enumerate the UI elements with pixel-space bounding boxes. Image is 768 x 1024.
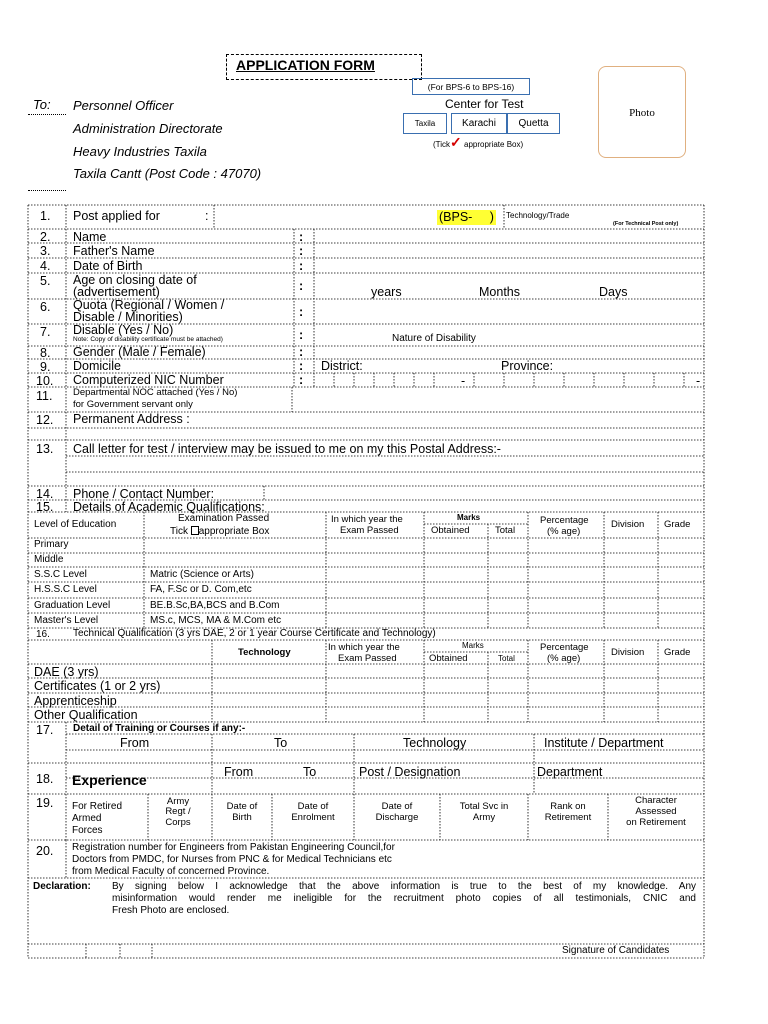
row19-num: 19. <box>36 796 54 810</box>
row18-num: 18. <box>36 772 54 786</box>
quota-label-2: Disable / Minorities) <box>73 310 183 324</box>
army-regt-3: Corps <box>165 817 191 828</box>
row9-num: 9. <box>40 360 51 374</box>
row6-num: 6. <box>40 300 51 314</box>
level-middle: Middle <box>34 554 64 565</box>
bps-range-note: (For BPS-6 to BPS-16) <box>412 78 530 95</box>
center-option-taxila[interactable]: Taxila <box>403 113 447 134</box>
center-option-quetta[interactable]: Quetta <box>507 113 560 134</box>
postal-address-input[interactable] <box>67 457 703 485</box>
address-line-1: Personnel Officer <box>73 98 174 113</box>
address-line-2: Administration Directorate <box>73 121 223 136</box>
domicile-label: Domicile <box>73 359 121 373</box>
ret-svc-1: Total Svc in <box>459 801 509 812</box>
declaration-line-3: Fresh Photo are enclosed. <box>112 905 230 916</box>
province-label[interactable]: Province: <box>501 359 554 373</box>
dob-label: Date of Birth <box>73 259 143 273</box>
technical-title: Technical Qualification (3 yrs DAE, 2 or 1 year Course Certificate and Technology) <box>73 628 436 639</box>
ret-dod-2: Discharge <box>375 812 419 823</box>
declaration-line-1: By signing below I acknowledge that the above information is true to the best of my knowledge. Any <box>112 881 696 892</box>
level-ssc: S.S.C Level <box>34 569 87 580</box>
registration-line-3: from Medical Faculty of concerned Province. <box>72 866 270 877</box>
training-institute: Institute / Department <box>544 736 664 750</box>
permanent-address-label: Permanent Address : <box>73 412 190 426</box>
tech-col-total: Total <box>498 654 515 663</box>
col-exam-3: appropriate Box <box>198 526 270 537</box>
postal-address-label: Call letter for test / interview may be issued to me on my this Postal Address:- <box>73 442 501 456</box>
colon: : <box>299 373 304 387</box>
noc-label-2: for Government servant only <box>73 399 193 410</box>
exam-ssc[interactable]: Matric (Science or Arts) <box>150 569 254 580</box>
ret-rank-2: Retirement <box>544 812 592 823</box>
declaration-line-2: misinformation would render me ineligible for the recruitment photo copies of all testimonials, CNIC and <box>112 893 696 904</box>
training-from: From <box>120 736 150 750</box>
address-line-3: Heavy Industries Taxila <box>73 144 207 159</box>
district-label[interactable]: District: <box>321 359 363 373</box>
post-applied-colon: : <box>205 209 209 223</box>
experience-to: To <box>303 765 317 779</box>
tick-note-pre: (Tick <box>433 140 451 149</box>
exam-graduation[interactable]: BE.B.Sc,BA,BCS and B.Com <box>150 600 280 611</box>
col-year-1: In which year the <box>331 514 403 525</box>
post-applied-input[interactable] <box>215 206 435 228</box>
signature-label: Signature of Candidates <box>562 945 670 956</box>
ret-svc-2: Army <box>472 812 496 823</box>
experience-department: Department <box>537 765 603 779</box>
colon: : <box>299 345 304 359</box>
row5-num: 5. <box>40 274 51 288</box>
tech-col-technology: Technology <box>238 647 291 658</box>
ret-char-3: on Retirement <box>626 817 686 828</box>
age-label-2: (advertisement) <box>73 285 160 299</box>
tech-col-division: Division <box>611 647 645 658</box>
noc-input[interactable] <box>293 388 703 411</box>
retired-label-2: Armed <box>72 813 102 824</box>
disability-note: Note: Copy of disability certificate must be attached) <box>73 336 223 343</box>
colon: : <box>299 259 304 273</box>
phone-label: Phone / Contact Number: <box>73 487 215 501</box>
colon: : <box>299 305 304 319</box>
page-title: APPLICATION FORM <box>236 57 375 73</box>
colon: : <box>299 230 304 244</box>
center-for-test-label: Center for Test <box>445 97 524 111</box>
row11-num: 11. <box>36 389 53 403</box>
ret-char-2: Assessed <box>635 806 677 817</box>
age-months[interactable]: Months <box>479 285 520 299</box>
dob-input[interactable] <box>315 259 703 272</box>
tech-row-certificates: Certificates (1 or 2 yrs) <box>34 679 161 693</box>
name-input[interactable] <box>315 230 703 242</box>
tech-trade-label: Technology/Trade <box>506 211 570 220</box>
experience-from: From <box>224 765 254 779</box>
col-marks: Marks <box>457 513 481 522</box>
signature-input[interactable] <box>153 945 553 957</box>
row7-num: 7. <box>40 325 51 339</box>
row12-num: 12. <box>36 413 54 427</box>
level-primary: Primary <box>34 539 69 550</box>
exam-masters[interactable]: MS.c, MCS, MA & M.Com etc <box>150 615 282 626</box>
col-total: Total <box>495 525 516 536</box>
photo-box[interactable]: Photo <box>598 66 686 158</box>
quota-label-1: Quota (Regional / Women / <box>73 298 225 312</box>
bps-field[interactable] <box>437 210 496 225</box>
tech-post-note: (For Technical Post only) <box>613 221 679 227</box>
tick-note-post: appropriate Box) <box>464 140 524 149</box>
ret-dob-2: Birth <box>232 812 252 823</box>
col-pct-2: (% age) <box>547 526 581 537</box>
tech-row-apprenticeship: Apprenticeship <box>34 694 117 708</box>
tech-row-dae: DAE (3 yrs) <box>34 665 99 679</box>
fathers-name-input[interactable] <box>315 244 703 257</box>
row4-num: 4. <box>40 259 51 273</box>
col-exam-1: Examination Passed <box>178 513 270 524</box>
cnic-label: Computerized NIC Number <box>73 373 224 387</box>
tech-col-marks: Marks <box>462 641 484 650</box>
colon: : <box>299 244 304 258</box>
phone-input[interactable] <box>265 487 703 499</box>
col-obtained: Obtained <box>431 525 470 536</box>
training-title: Detail of Training or Courses if any:- <box>73 723 246 734</box>
fathers-name-label: Father's Name <box>73 244 155 258</box>
tech-col-year-1: In which year the <box>328 642 400 653</box>
col-division: Division <box>611 519 645 530</box>
tech-col-obtained: Obtained <box>429 653 468 664</box>
level-masters: Master's Level <box>34 615 99 626</box>
ret-char-1: Character <box>635 795 677 806</box>
col-exam-2 <box>170 526 269 537</box>
ret-doe-2: Enrolment <box>291 812 335 823</box>
bps-close: ) <box>489 210 494 224</box>
colon: : <box>299 359 304 373</box>
tech-col-grade: Grade <box>664 647 691 658</box>
colon: : <box>299 279 304 293</box>
row17-num: 17. <box>36 723 54 737</box>
address-line-4: Taxila Cantt (Post Code : 47070) <box>73 166 262 181</box>
nature-disability-label: Nature of Disability <box>392 333 476 344</box>
disable-label: Disable (Yes / No) <box>73 323 174 337</box>
row2-num: 2. <box>40 230 51 244</box>
level-graduation: Graduation Level <box>34 600 111 611</box>
col-grade: Grade <box>664 519 691 530</box>
ret-dod-1: Date of <box>381 801 413 812</box>
col-pct-1: Percentage <box>540 515 589 526</box>
declaration-label: Declaration: <box>33 881 91 892</box>
cnic-input[interactable] <box>315 374 703 386</box>
age-years[interactable]: years <box>371 285 402 299</box>
noc-label-1: Departmental NOC attached (Yes / No) <box>73 387 238 398</box>
tick-mark-icon: ✓ <box>450 134 462 150</box>
row20-num: 20. <box>36 844 54 858</box>
checkbox-icon <box>191 526 199 535</box>
registration-line-1: Registration number for Engineers from Pakistan Engineering Council,for <box>72 842 395 853</box>
level-hssc: H.S.S.C Level <box>34 584 97 595</box>
exam-hssc[interactable]: FA, F.Sc or D. Com,etc <box>150 584 252 595</box>
academic-title: Details of Academic Qualifications: <box>73 500 265 514</box>
row13-num: 13. <box>36 442 54 456</box>
gender-label: Gender (Male / Female) <box>73 345 206 359</box>
age-days[interactable]: Days <box>599 285 628 299</box>
permanent-address-input[interactable] <box>220 413 703 439</box>
name-label: Name <box>73 230 107 244</box>
colon: : <box>299 328 304 342</box>
row10-num: 10. <box>36 374 54 388</box>
tech-col-pct-2: (% age) <box>547 653 581 664</box>
registration-line-2: Doctors from PMDC, for Nurses from PNC & for Medical Technicians etc <box>72 854 392 865</box>
tech-col-year-2: Exam Passed <box>338 653 397 664</box>
ret-doe-1: Date of <box>297 801 329 812</box>
row15-num: 15. <box>36 500 54 514</box>
col-year-2: Exam Passed <box>340 525 399 536</box>
center-option-karachi[interactable]: Karachi <box>451 113 507 134</box>
tech-row-other: Other Qualification <box>34 708 138 722</box>
quota-input[interactable] <box>315 300 703 323</box>
cnic-dash-2: - <box>696 374 701 388</box>
to-label: To: <box>33 97 51 112</box>
age-label-1: Age on closing date of <box>73 273 197 287</box>
post-applied-label: Post applied for <box>73 209 160 223</box>
experience-title: Experience <box>72 772 147 788</box>
retired-label-3: Forces <box>72 825 103 836</box>
row14-num: 14. <box>36 487 54 501</box>
cnic-dash-1: - <box>461 374 466 388</box>
col-exam-tick: Tick <box>170 526 188 537</box>
row1-num: 1. <box>40 209 51 223</box>
experience-post: Post / Designation <box>359 765 461 779</box>
retired-label-1: For Retired <box>72 801 123 812</box>
army-regt-1: Army <box>166 796 190 807</box>
row16-num: 16. <box>36 629 50 640</box>
training-to: To <box>274 736 288 750</box>
ret-dob-1: Date of <box>226 801 258 812</box>
row8-num: 8. <box>40 346 51 360</box>
tech-col-pct-1: Percentage <box>540 642 589 653</box>
ret-rank-1: Rank on <box>550 801 586 812</box>
bps-label: (BPS- <box>439 210 473 224</box>
training-technology: Technology <box>403 736 467 750</box>
col-level: Level of Education <box>34 519 117 530</box>
army-regt-2: Regt / <box>165 806 191 817</box>
row3-num: 3. <box>40 244 51 258</box>
gender-input[interactable] <box>315 347 703 358</box>
